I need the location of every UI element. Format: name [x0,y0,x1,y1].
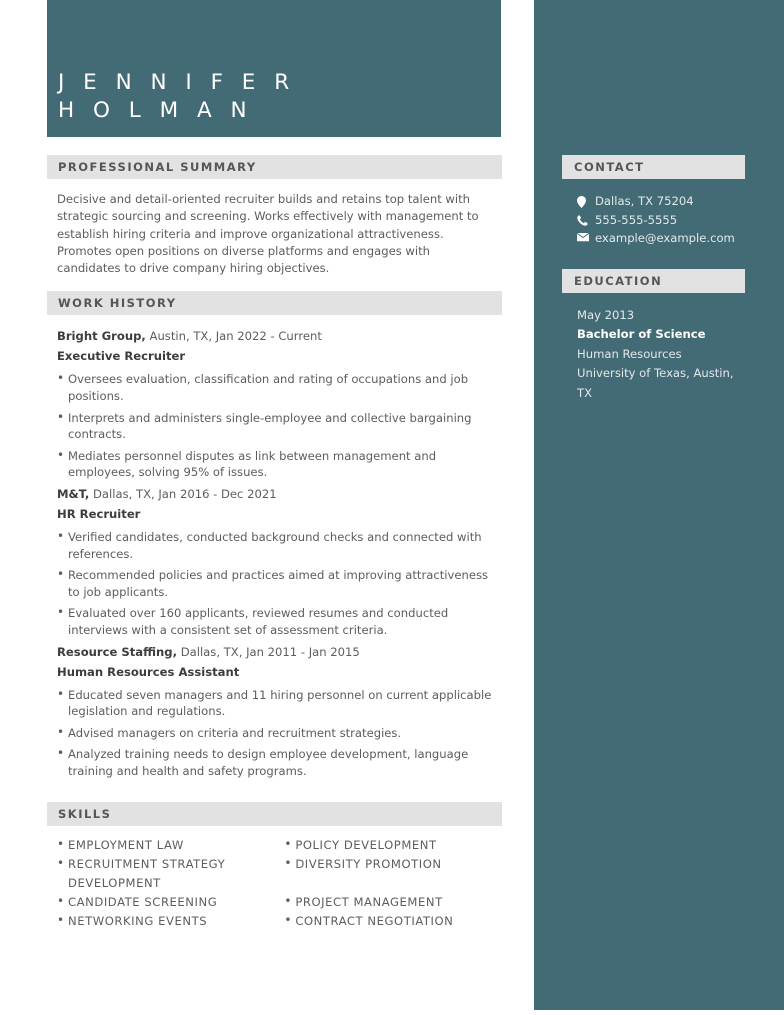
contact-item-phone [577,212,773,230]
work-section-header: WORK HISTORY [47,291,502,315]
map-pin-icon [577,193,595,208]
contact-list [562,193,773,248]
job-bullet: • Analyzed training needs to design employee development, language training and health and safety programs. [57,746,492,779]
job-bullet: • Educated seven managers and 11 hiring personnel on current applicable legislation and regulations. [57,687,492,720]
main-column [47,155,502,932]
skill-item: • CANDIDATE SCREENING [57,893,274,912]
job-bullet: • Evaluated over 160 applicants, reviewed resumes and conducted interviews with a consistent set of assessment criteria. [57,605,492,638]
summary-section-body [47,191,502,277]
job-entry [57,486,492,639]
education-date: May 2013 [577,307,635,322]
skills-list-right [284,836,492,932]
summary-section-header: PROFESSIONAL SUMMARY [47,155,502,179]
job-title: HR Recruiter [57,507,141,522]
job-bullet: • Verified candidates, conducted background checks and connected with references. [57,529,492,562]
skills-column-left [57,836,274,932]
job-title: Human Resources Assistant [57,664,240,679]
contact-location-text: Dallas, TX 75204 [595,194,694,208]
skills-column-right [274,836,492,932]
skill-item: • NETWORKING EVENTS [57,912,274,931]
skill-item: • PROJECT MANAGEMENT [284,893,492,912]
skill-item: • EMPLOYMENT LAW [57,836,274,855]
envelope-icon [577,230,595,242]
job-meta: Dallas, TX, Jan 2011 - Jan 2015 [177,644,360,659]
name-last: H O L M A N [58,98,253,123]
skills-columns [57,836,492,932]
skill-item: • POLICY DEVELOPMENT [284,836,492,855]
job-company-line [57,486,492,503]
header-band [47,0,501,137]
job-company-line [57,644,492,661]
contact-item-email [577,230,773,248]
job-company: Resource Staffing, [57,644,178,659]
job-bullets [57,529,492,639]
job-entry [57,644,492,780]
work-section-body [47,328,502,779]
job-bullet: • Mediates personnel disputes as link between management and employees, solving 95% of issues. [57,448,492,481]
skill-item: • RECRUITMENT STRATEGY DEVELOPMENT [57,855,274,893]
skills-section-body [47,836,502,932]
job-company: Bright Group, [57,329,146,344]
job-meta: Dallas, TX, Jan 2016 - Dec 2021 [89,487,277,502]
job-bullet: • Oversees evaluation, classification and rating of occupations and job positions. [57,371,492,404]
skill-item: • CONTRACT NEGOTIATION [284,912,492,931]
education-school: University of Texas, Austin, TX [577,366,734,400]
job-bullet: • Recommended policies and practices aimed at improving attractiveness to job applicants. [57,567,492,600]
job-bullets [57,687,492,780]
skill-item: • DIVERSITY PROMOTION [284,855,492,874]
education-degree: Bachelor of Science [577,327,706,341]
contact-section-header: CONTACT [562,155,745,179]
job-title: Executive Recruiter [57,349,186,364]
summary-text: Decisive and detail-oriented recruiter builds and retains top talent with strategic sourcing and screening. Works effectively with management to establish hiring criteria and improve organizational attractiveness. Promotes open positions on diverse platforms and engages with candidates to drive company hiring objectives. [57,192,479,276]
education-list [562,306,742,404]
job-bullet: • Interprets and administers single-employee and collective bargaining contracts. [57,410,492,443]
job-bullet: • Advised managers on criteria and recruitment strategies. [57,725,492,742]
sidebar-panel [534,0,784,1010]
education-field: Human Resources [577,346,682,361]
skills-list-left [57,836,274,932]
name-first: J E N N I F E R [58,70,296,95]
contact-email-text: example@example.com [595,231,735,245]
job-meta: Austin, TX, Jan 2022 - Current [145,329,322,344]
job-bullets [57,371,492,481]
contact-item-location [577,193,773,211]
job-company: M&T, [57,487,90,502]
contact-phone-text: 555-555-5555 [595,212,678,227]
sidebar-content [562,155,773,403]
job-entry [57,328,492,481]
skills-section-header: SKILLS [47,802,502,826]
candidate-name [58,69,488,125]
phone-icon [577,212,595,226]
education-section-header: EDUCATION [562,269,745,293]
job-company-line [57,328,492,345]
